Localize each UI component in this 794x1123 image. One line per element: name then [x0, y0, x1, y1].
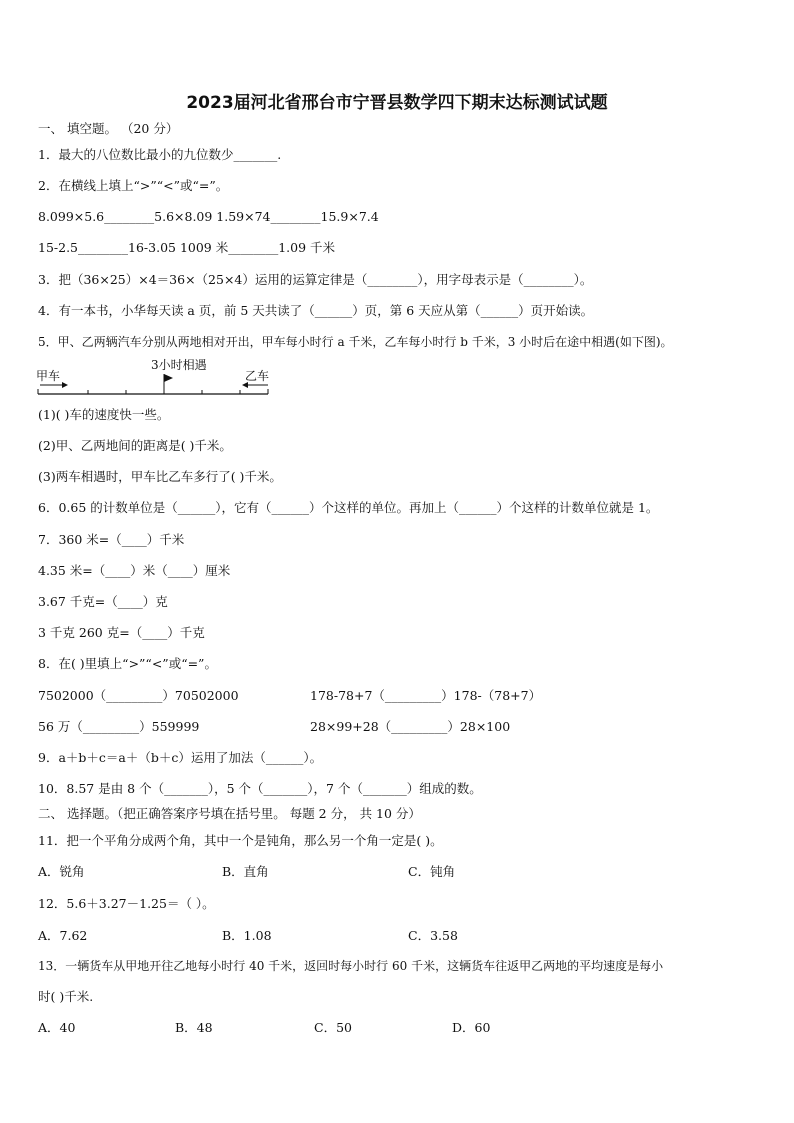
question-12-option-c: C．3.58 [408, 928, 458, 943]
question-7-row-3: 3.67 千克=（____）克 [38, 594, 168, 609]
question-11-option-c: C．钝角 [408, 864, 456, 879]
question-8-row-1-right: 178-78+7（_________）178-（78+7） [310, 688, 542, 703]
question-13-continued: 时( )千米. [38, 989, 94, 1004]
question-11-option-b: B．直角 [222, 864, 269, 879]
question-12-option-b: B．1.08 [222, 928, 272, 943]
question-8-row-2-right: 28×99+28（_________）28×100 [310, 719, 511, 734]
question-13-option-c: C．50 [314, 1020, 352, 1035]
question-8: 8．在( )里填上“>”“<”或“=”。 [38, 656, 217, 671]
question-8-row-2-left: 56 万（_________）559999 [38, 719, 200, 734]
flag-icon [164, 374, 173, 382]
question-7-row-4: 3 千克 260 克=（____）千克 [38, 625, 205, 640]
meeting-label: 3小时相遇 [151, 358, 207, 372]
car-b-label: 乙车 [245, 369, 270, 383]
question-13-option-a: A．40 [38, 1020, 76, 1035]
question-12: 12．5.6＋3.27－1.25＝（ ）。 [38, 896, 215, 911]
question-6: 6．0.65 的计数单位是（______），它有（______）个这样的单位。再加上（______）个这样的计数单位就是 1。 [38, 500, 659, 515]
question-5-part-1: (1)( )车的速度快一些。 [38, 407, 170, 422]
question-13: 13．一辆货车从甲地开往乙地每小时行 40 千米，返回时每小时行 60 千米，这辆货车往返甲乙两地的平均速度是每小 [38, 959, 664, 973]
question-7-row-2: 4.35 米=（____）米（____）厘米 [38, 563, 231, 578]
question-3: 3．把（36×25）×4＝36×（25×4）运用的运算定律是（________），用字母表示是（________）。 [38, 272, 593, 287]
question-13-option-d: D．60 [452, 1020, 491, 1035]
question-5: 5．甲、乙两辆汽车分别从两地相对开出，甲车每小时行 a 千米，乙车每小时行 b 千米，3 小时后在途中相遇(如下图)。 [38, 335, 673, 349]
question-11-option-a: A．锐角 [38, 864, 85, 879]
question-13-option-b: B．48 [175, 1020, 213, 1035]
question-4: 4．有一本书，小华每天读 a 页，前 5 天共读了（______）页，第 6 天应从第（______）页开始读。 [38, 303, 594, 318]
section-fill-in-heading: 一、 填空题。 （20 分） [38, 121, 179, 136]
meeting-diagram [36, 356, 276, 400]
section-choice-heading: 二、 选择题。（把正确答案序号填在括号里。 每题 2 分， 共 10 分） [38, 806, 421, 821]
question-2: 2．在横线上填上“>”“<”或“=”。 [38, 178, 229, 193]
car-a-label: 甲车 [36, 369, 61, 383]
question-10: 10．8.57 是由 8 个（_______），5 个（_______），7 个（_______）组成的数。 [38, 781, 482, 796]
question-12-option-a: A．7.62 [38, 928, 88, 943]
question-1: 1．最大的八位数比最小的九位数少_______. [38, 147, 282, 162]
question-2-row-1: 8.099×5.6________5.6×8.09 1.59×74________15.9×7.4 [38, 209, 379, 224]
question-9: 9．a＋b＋c＝a＋（b＋c）运用了加法（______）。 [38, 750, 323, 765]
page-title: 2023届河北省邢台市宁晋县数学四下期末达标测试试题 [186, 93, 608, 113]
question-2-row-2: 15-2.5________16-3.05 1009 米________1.09 千米 [38, 240, 336, 255]
question-11: 11．把一个平角分成两个角，其中一个是钝角，那么另一个角一定是( )。 [38, 833, 443, 848]
question-7: 7．360 米=（____）千米 [38, 532, 185, 547]
question-5-part-3: (3)两车相遇时，甲车比乙车多行了( )千米。 [38, 469, 282, 484]
question-8-row-1-left: 7502000（_________）70502000 [38, 688, 239, 703]
question-5-part-2: (2)甲、乙两地间的距离是( )千米。 [38, 438, 232, 453]
